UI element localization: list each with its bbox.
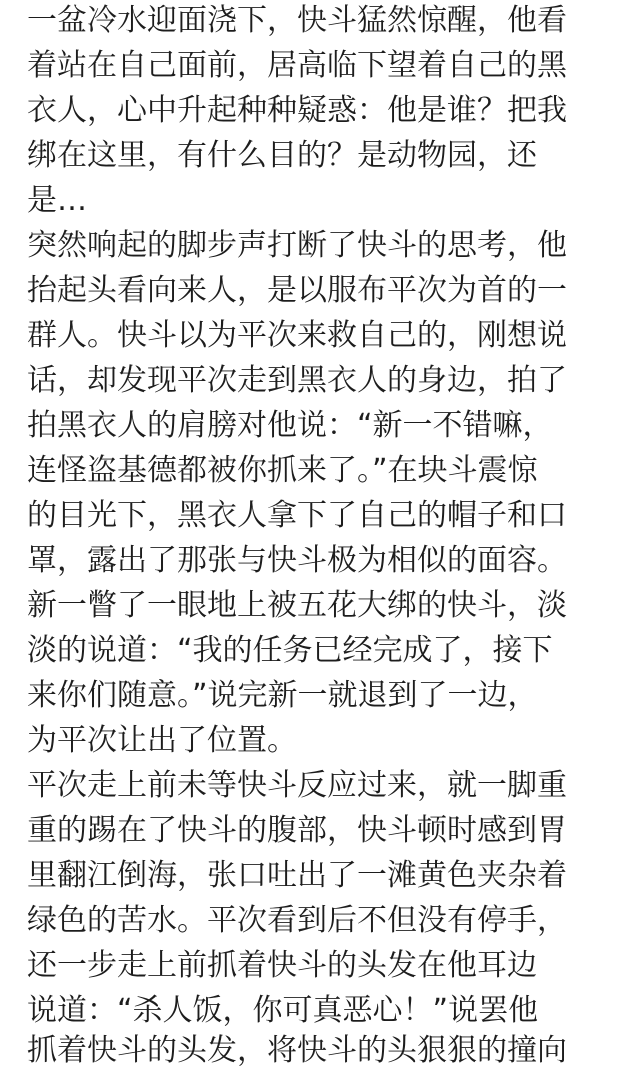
text-line: 的目光下，黑衣人拿下了自己的帽子和口	[27, 498, 567, 533]
text-line: 来你们随意。”说完新一就退到了一边，	[27, 678, 538, 713]
text-line: 淡的说道：“我的任务已经完成了，接下	[27, 633, 553, 668]
text-line: 衣人，心中升起种种疑惑：他是谁？把我	[27, 93, 567, 128]
text-line: 是…	[27, 183, 87, 218]
text-line: 话，却发现平次走到黑衣人的身边，拍了	[27, 363, 567, 398]
text-line: 着站在自己面前，居高临下望着自己的黑	[27, 48, 567, 83]
text-line: 抬起头看向来人，是以服布平次为首的一	[27, 273, 567, 308]
text-line: 抓着快斗的头发，将快斗的头狠狠的撞向	[27, 1033, 567, 1068]
text-line: 平次走上前未等快斗反应过来，就一脚重	[27, 768, 567, 803]
text-line: 为平次让出了位置。	[27, 723, 297, 758]
text-line: 罩，露出了那张与快斗极为相似的面容。	[27, 543, 567, 578]
text-line: 重的踢在了快斗的腹部，快斗顿时感到胃	[27, 813, 567, 848]
text-line: 还一步走上前抓着快斗的头发在他耳边	[27, 948, 537, 983]
text-line: 连怪盗基德都被你抓来了。”在块斗震惊	[27, 453, 538, 488]
text-line: 突然响起的脚步声打断了快斗的思考，他	[27, 228, 567, 263]
text-line: 里翻江倒海，张口吐出了一滩黄色夹杂着	[27, 858, 567, 893]
text-line: 绿色的苦水。平次看到后不但没有停手，	[27, 903, 567, 938]
text-line: 说道：“杀人饭，你可真恶心！”说罢他	[27, 993, 539, 1028]
text-line: 新一瞥了一眼地上被五花大绑的快斗，淡	[27, 588, 567, 623]
text-line: 群人。快斗以为平次来救自己的，刚想说	[27, 318, 567, 353]
text-line: 一盆冷水迎面浇下，快斗猛然惊醒，他看	[27, 3, 567, 38]
text-line: 拍黑衣人的肩膀对他说：“新一不错嘛，	[27, 408, 553, 443]
text-line: 绑在这里，有什么目的？是动物园，还	[27, 138, 537, 173]
